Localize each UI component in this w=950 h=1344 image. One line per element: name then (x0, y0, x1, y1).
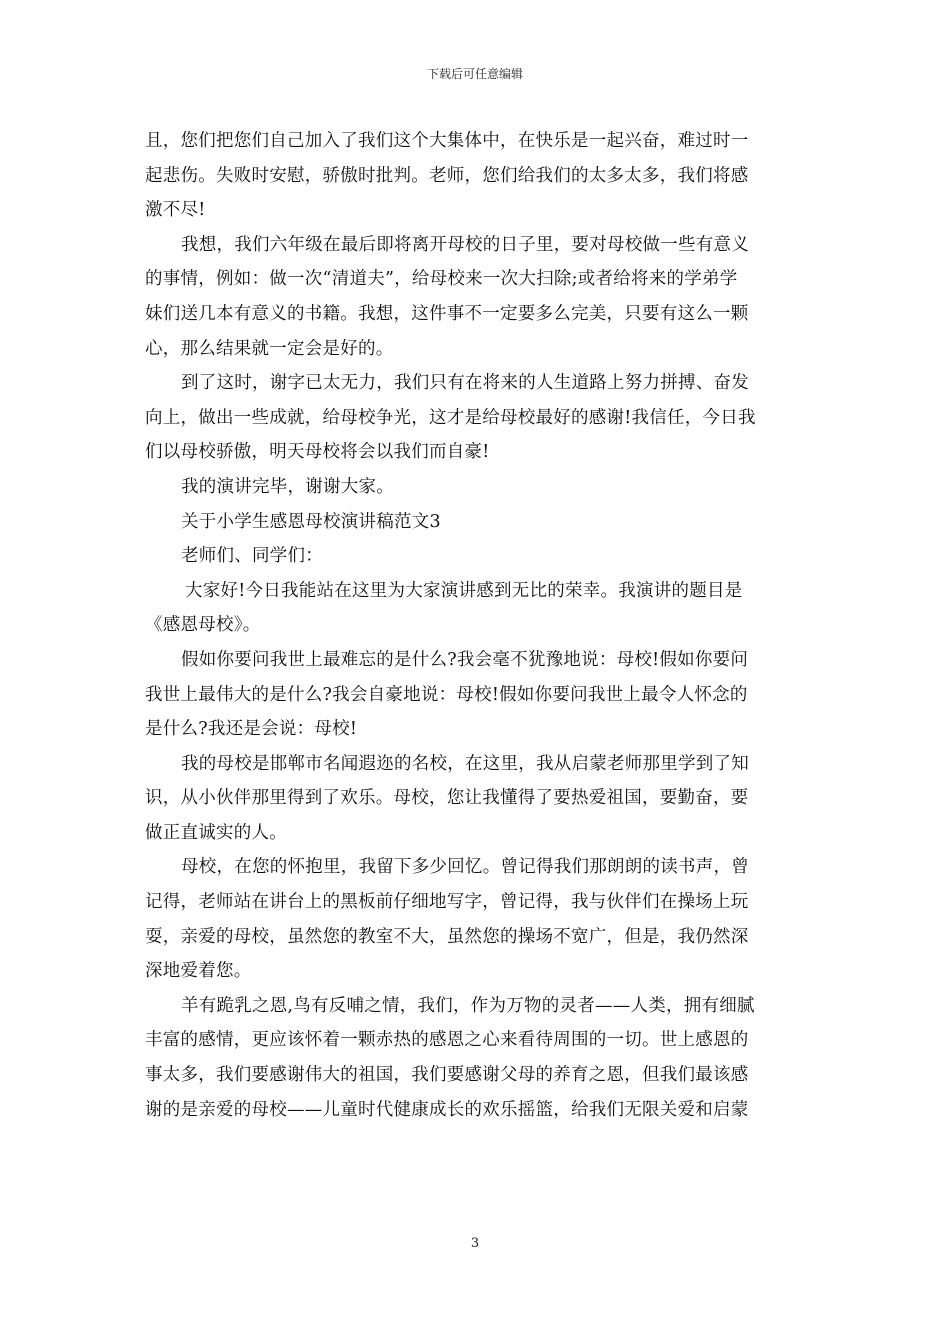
text-line: 母校，在您的怀抱里，我留下多少回忆。曾记得我们那朗朗的读书声，曾 (181, 857, 749, 878)
paragraph (145, 228, 805, 366)
text-line: 关于小学生感恩母校演讲稿范文3 (181, 511, 441, 532)
text-line: 做正直诚实的人。 (145, 822, 287, 843)
text-line: 识，从小伙伴那里得到了欢乐。母校，您让我懂得了要热爱祖国，要勤奋，要 (145, 788, 749, 809)
paragraph (145, 470, 805, 505)
text-line: 到了这时，谢字已太无力，我们只有在将来的人生道路上努力拼搏、奋发 (181, 373, 749, 394)
page-number: 3 (470, 1236, 480, 1251)
text-line: 我想，我们六年级在最后即将离开母校的日子里，要对母校做一些有意义 (181, 234, 749, 255)
text-line: 《感恩母校》。 (145, 615, 261, 636)
text-line: 事太多，我们要感谢伟大的祖国，我们要感谢父母的养育之恩，但我们最该感 (145, 1065, 749, 1086)
text-line: 我的演讲完毕，谢谢大家。 (181, 476, 394, 497)
paragraph (145, 505, 805, 540)
text-line: 是什么?我还是会说：母校! (145, 719, 358, 740)
paragraph (145, 643, 805, 747)
text-line: 向上，做出一些成就，给母校争光，这才是给母校最好的感谢!我信任，今日我 (145, 407, 756, 428)
text-line: 记得，老师站在讲台上的黑板前仔细地写字，曾记得，我与伙伴们在操场上玩 (145, 892, 749, 913)
text-line: 谢的是亲爱的母校——儿童时代健康成长的欢乐摇篮，给我们无限关爱和启蒙 (145, 1099, 749, 1120)
text-line: 们以母校骄傲，明天母校将会以我们而自豪! (145, 442, 490, 463)
text-line: 心，那么结果就一定会是好的。 (145, 338, 394, 359)
text-line: 我的母校是邯郸市名闻遐迩的名校，在这里，我从启蒙老师那里学到了知 (181, 753, 749, 774)
paragraph (145, 539, 805, 574)
paragraph (145, 989, 805, 1127)
text-line: 激不尽! (145, 200, 206, 221)
text-line: 深地爱着您。 (145, 961, 252, 982)
text-line: 耍，亲爱的母校，虽然您的教室不大，虽然您的操场不宽广，但是，我仍然深 (145, 926, 749, 947)
paragraph (145, 747, 805, 851)
text-line: 起悲伤。失败时安慰，骄傲时批判。老师，您们给我们的太多太多，我们将感 (145, 165, 749, 186)
page-header: 下载后可任意编辑 (426, 67, 523, 81)
text-line: 羊有跪乳之恩,鸟有反哺之情，我们，作为万物的灵者——人类，拥有细腻 (181, 995, 755, 1016)
paragraph (145, 574, 805, 643)
paragraph (145, 124, 805, 228)
text-line: 丰富的感情，更应该怀着一颗赤热的感恩之心来看待周围的一切。世上感恩的 (145, 1030, 749, 1051)
text-line: 妹们送几本有意义的书籍。我想，这件事不一定要多么完美，只要有这么一颗 (145, 303, 749, 324)
document-body (145, 124, 805, 1127)
text-line: 且，您们把您们自己加入了我们这个大集体中，在快乐是一起兴奋，难过时一 (145, 131, 749, 151)
paragraph (145, 850, 805, 988)
text-line: 的事情，例如：做一次“清道夫”，给母校来一次大扫除;或者给将来的学弟学 (145, 269, 738, 290)
paragraph (145, 366, 805, 470)
text-line: 假如你要问我世上最难忘的是什么?我会毫不犹豫地说：母校!假如你要问 (181, 649, 749, 670)
text-line: 老师们、同学们： (181, 546, 323, 567)
text-line: 我世上最伟大的是什么?我会自豪地说：母校!假如你要问我世上最令人怀念的 (145, 684, 748, 705)
text-line: 大家好!今日我能站在这里为大家演讲感到无比的荣幸。我演讲的题目是 (185, 580, 743, 601)
